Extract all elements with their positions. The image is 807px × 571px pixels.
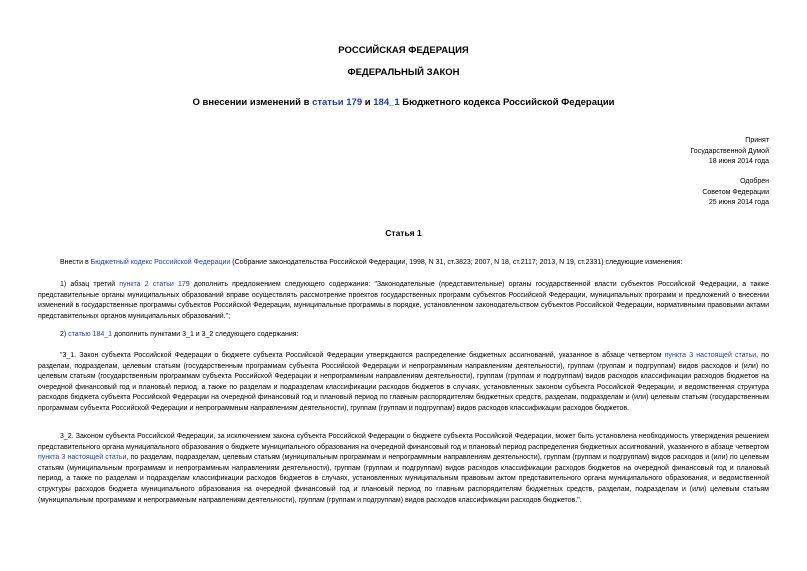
link-paragraph-2-article-179[interactable]: пункта 2 статьи 179 bbox=[119, 281, 190, 288]
item-1-text-a: 1) абзац третий bbox=[60, 281, 120, 288]
item-1-text-b: дополнить предложением следующего содержания: "Законодательные (представительные) органы государственной власти субъектов Российской Федерации, а также представительные органы муниципальных образований вправе осуществлять рассмотрение проектов государственных программ субъектов Российской Федерации, муниципальных программ и предложений о внесении изменений в государственные программы субъектов Российской Федерации, муниципальные программы в порядке, установленном законодательством субъектов Российской Федерации, нормативными правовыми актами представительных органов муниципальных образований."; bbox=[38, 281, 769, 320]
link-article-184-1[interactable]: 184_1 bbox=[373, 97, 400, 108]
point-3-2-text-a: 3_2. Законом субъекта Российской Федерации, за исключением закона субъекта Российской Федерации о бюджете субъекта Российской Федерации, может быть установлена необходимость утверждения решением представительного органа муниципального образования о бюджете муниципального образования на очередной финансовый год и плановый период распределения бюджетных ассигнований, указанного в абзаце четвертом bbox=[38, 433, 769, 451]
country-heading: РОССИЙСКАЯ ФЕДЕРАЦИЯ bbox=[338, 45, 469, 56]
link-article-179[interactable]: статьи 179 bbox=[312, 97, 363, 108]
adopted-date: 18 июня 2014 года bbox=[708, 158, 769, 165]
approved-block bbox=[569, 177, 769, 209]
item-1-paragraph bbox=[38, 280, 769, 322]
item-2-text-b: дополнить пунктами 3_1 и 3_2 следующего содержания: bbox=[112, 331, 299, 338]
law-title-suffix: Бюджетного кодекса Российской Федерации bbox=[399, 97, 615, 108]
point-3-1-text-b: , по разделам, подразделам, целевым статьям (государственным программам субъекта Российской Федерации и непрограммным направлениям деятельности), группам (группам и подгруппам) видов расходов и (или) по целевым статьям (государственным программам субъекта Российской Федерации и непрограммным направлениям деятельности), группам (группам и подгруппам) видов расходов классификации расходов бюджетов на очередной финансовый год и плановый период, а также по разделам и подразделам классификации расходов бюджетов в случаях, установленных законом субъекта Российской Федерации, и ведомственная структура расходов бюджета субъекта Российской Федерации на очередной финансовый год и плановый период по главным распорядителям бюджетных средств, разделам, подразделам и (или) целевым статьям (государственным программам субъекта Российской Федерации и непрограммным направлениям деятельности), группам (группам и подгруппам) видов расходов классификации расходов бюджетов. bbox=[38, 352, 769, 412]
adopted-block bbox=[569, 136, 769, 168]
law-title bbox=[0, 97, 807, 108]
item-2-paragraph bbox=[38, 330, 769, 341]
law-type-heading: ФЕДЕРАЛЬНЫЙ ЗАКОН bbox=[347, 67, 460, 78]
article-heading: Статья 1 bbox=[385, 228, 422, 238]
point-3-2-paragraph bbox=[38, 432, 769, 506]
adopted-body: Государственной Думой bbox=[690, 147, 769, 155]
point-3-1-paragraph bbox=[38, 351, 769, 415]
point-3-1-text-a: "3_1. Закон субъекта Российской Федерации о бюджете субъекта Российской Федерации утверждаются распределение бюджетных ассигнований, указанное в абзаце четвертом bbox=[60, 352, 665, 359]
approved-label: Одобрен bbox=[740, 178, 769, 185]
approved-body: Советом Федерации bbox=[702, 188, 769, 196]
intro-paragraph bbox=[38, 258, 769, 269]
item-2-text-a: 2) bbox=[60, 331, 69, 338]
link-point-3-this-article[interactable]: пункта 3 настоящей статьи bbox=[664, 352, 757, 359]
law-title-mid: и bbox=[362, 97, 374, 108]
approved-date: 25 июня 2014 года bbox=[708, 199, 769, 206]
link-article-184-1-body[interactable]: статью 184_1 bbox=[68, 331, 113, 338]
intro-text-a: Внести в bbox=[60, 259, 91, 266]
point-3-2-text-b: , по разделам, подразделам, целевым статьям (муниципальным программам и непрограммным направлениям деятельности), группам (группам и подгруппам) видов расходов и (или) по целевым статьям (муниципальным программам и непрограммным направлениям деятельности), группам (группам и подгруппам) видов расходов классификации расходов бюджетов на очередной финансовый год и плановый период, а также по разделам и подразделам классификации расходов бюджетов в случаях, установленных муниципальным правовым актом представительного органа муниципального образования, и ведомственной структуры расходов бюджета муниципального образования на очередной финансовый год и плановый период по главным распорядителям бюджетных средств, разделам, подразделам и (или) целевым статьям (муниципальным программам и непрограммным направлениям деятельности), группам (группам и подгруппам) видов расходов классификации расходов бюджетов.". bbox=[38, 454, 769, 504]
link-point-3-this-article-2[interactable]: пункта 3 настоящей статьи bbox=[38, 454, 127, 462]
law-title-prefix: О внесении изменений в bbox=[192, 97, 313, 108]
adopted-label: Принят bbox=[745, 137, 769, 144]
link-budget-code[interactable]: Бюджетный кодекс Российской Федерации bbox=[90, 259, 231, 266]
intro-text-b: (Собрание законодательства Российской Федерации, 1998, N 31, ст.3823; 2007, N 18, ст.2117; 2013, N 19, ст.2331) следующие изменения: bbox=[230, 259, 683, 266]
